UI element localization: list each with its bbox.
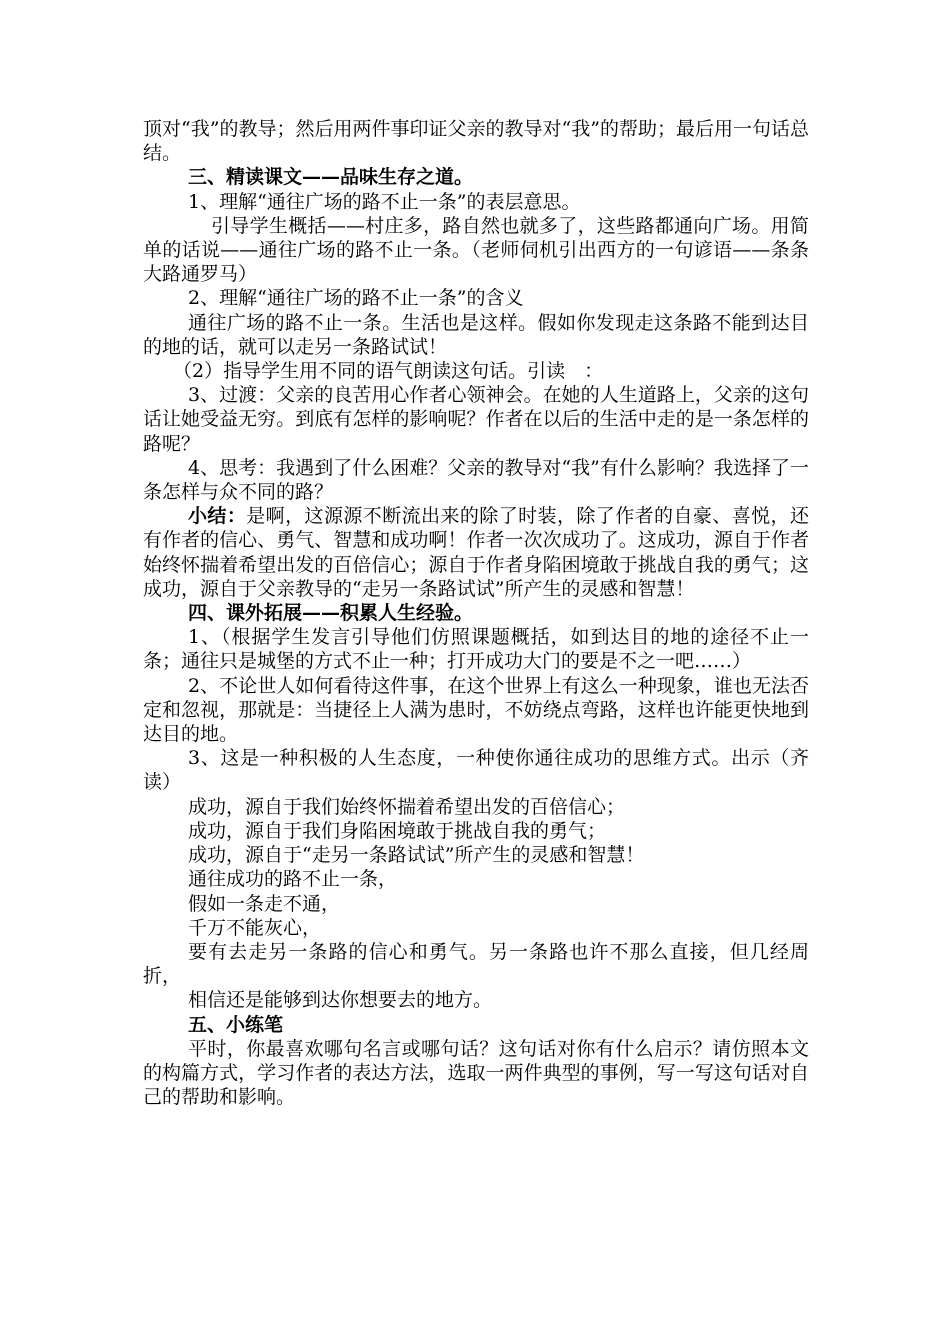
poem-line-2: 假如一条走不通， [188, 892, 341, 915]
summary-text: 是啊，这源源不断流出来的除了时装，除了作者的自豪、喜悦，还有作者的信心、勇气、智慧和成功啊！作者一次次成功了。这成功，源自于作者始终怀揣着希望出发的百倍信心；源自于作者身陷困境敢于挑战自我的勇气；这成功，源自于父亲教导的“走另一条路试试”所产生的灵感和智慧！ [143, 505, 809, 600]
paragraph-summary [143, 504, 809, 601]
recite-line-1: 成功，源自于我们始终怀揣着希望出发的百倍信心； [188, 795, 626, 818]
paragraph-4-3: 3、这是一种积极的人生态度，一种使你通往成功的思维方式。出示（齐读） [143, 747, 809, 794]
paragraph-4-2: 2、不论世人如何看待这件事，在这个世界上有这么一种现象，谁也无法否定和忽视，那就是：当捷径上人满为患时，不妨绕点弯路，这样也许能更快地到达目的地。 [143, 674, 809, 746]
paragraph-4-1: 1、（根据学生发言引导他们仿照课题概括，如到达目的地的途径不止一条；通往只是城堡的方式不止一种；打开成功大门的要是不之一吧……） [143, 626, 809, 673]
paragraph-intro-summary: 顶对“我”的教导；然后用两件事印证父亲的教导对“我”的帮助；最后用一句话总结。 [143, 118, 809, 165]
paragraph-3-4: 4、思考：我遇到了什么困难？父亲的教导对“我”有什么影响？我选择了一条怎样与众不同的路？ [143, 456, 809, 504]
poem-line-5: 相信还是能够到达你想要去的地方。 [188, 989, 493, 1012]
paragraph-3-3: 3、过渡：父亲的良苦用心作者心领神会。在她的人生道路上，父亲的这句话让她受益无穷。到底有怎样的影响呢？作者在以后的生活中走的是一条怎样的路呢？ [143, 384, 809, 455]
document-body [143, 117, 809, 1109]
section-heading-4: 四、课外拓展——积累人生经验。 [188, 602, 474, 625]
paragraph-5-exercise: 平时，你最喜欢哪句名言或哪句话？这句话对你有什么启示？请仿照本文的构篇方式，学习作者的表达方法，选取一两件典型的事例，写一写这句话对自己的帮助和影响。 [143, 1037, 809, 1109]
paragraph-3-1-guide: 引导学生概括——村庄多，路自然也就多了，这些路都通向广场。用简单的话说——通往广场的路不止一条。（老师伺机引出西方的一句谚语——条条大路通罗马） [143, 214, 809, 286]
paragraph-3-2-body: 通往广场的路不止一条。生活也是这样。假如你发现走这条路不能到达目的地的话，就可以走另一条路试试！ [143, 311, 809, 358]
section-heading-5: 五、小练笔 [188, 1013, 284, 1036]
poem-line-4: 要有去走另一条路的信心和勇气。另一条路也许不那么直接，但几经周折， [143, 940, 809, 988]
recite-line-3: 成功，源自于“走另一条路试试”所产生的灵感和智慧！ [188, 844, 645, 867]
poem-line-1: 通往成功的路不止一条， [188, 868, 398, 891]
paragraph-3-2-read: （2）指导学生用不同的语气朗读这句话。引读 ： [173, 360, 604, 383]
summary-lead: 小结： [188, 505, 247, 528]
recite-line-2: 成功，源自于我们身陷困境敢于挑战自我的勇气； [188, 819, 607, 842]
section-heading-3: 三、精读课文——品味生存之道。 [188, 166, 474, 189]
poem-line-3: 千万不能灰心， [188, 916, 322, 939]
paragraph-3-2: 2、理解“通往广场的路不止一条”的含义 [188, 287, 524, 310]
paragraph-3-1: 1、理解“通往广场的路不止一条”的表层意思。 [188, 190, 581, 213]
